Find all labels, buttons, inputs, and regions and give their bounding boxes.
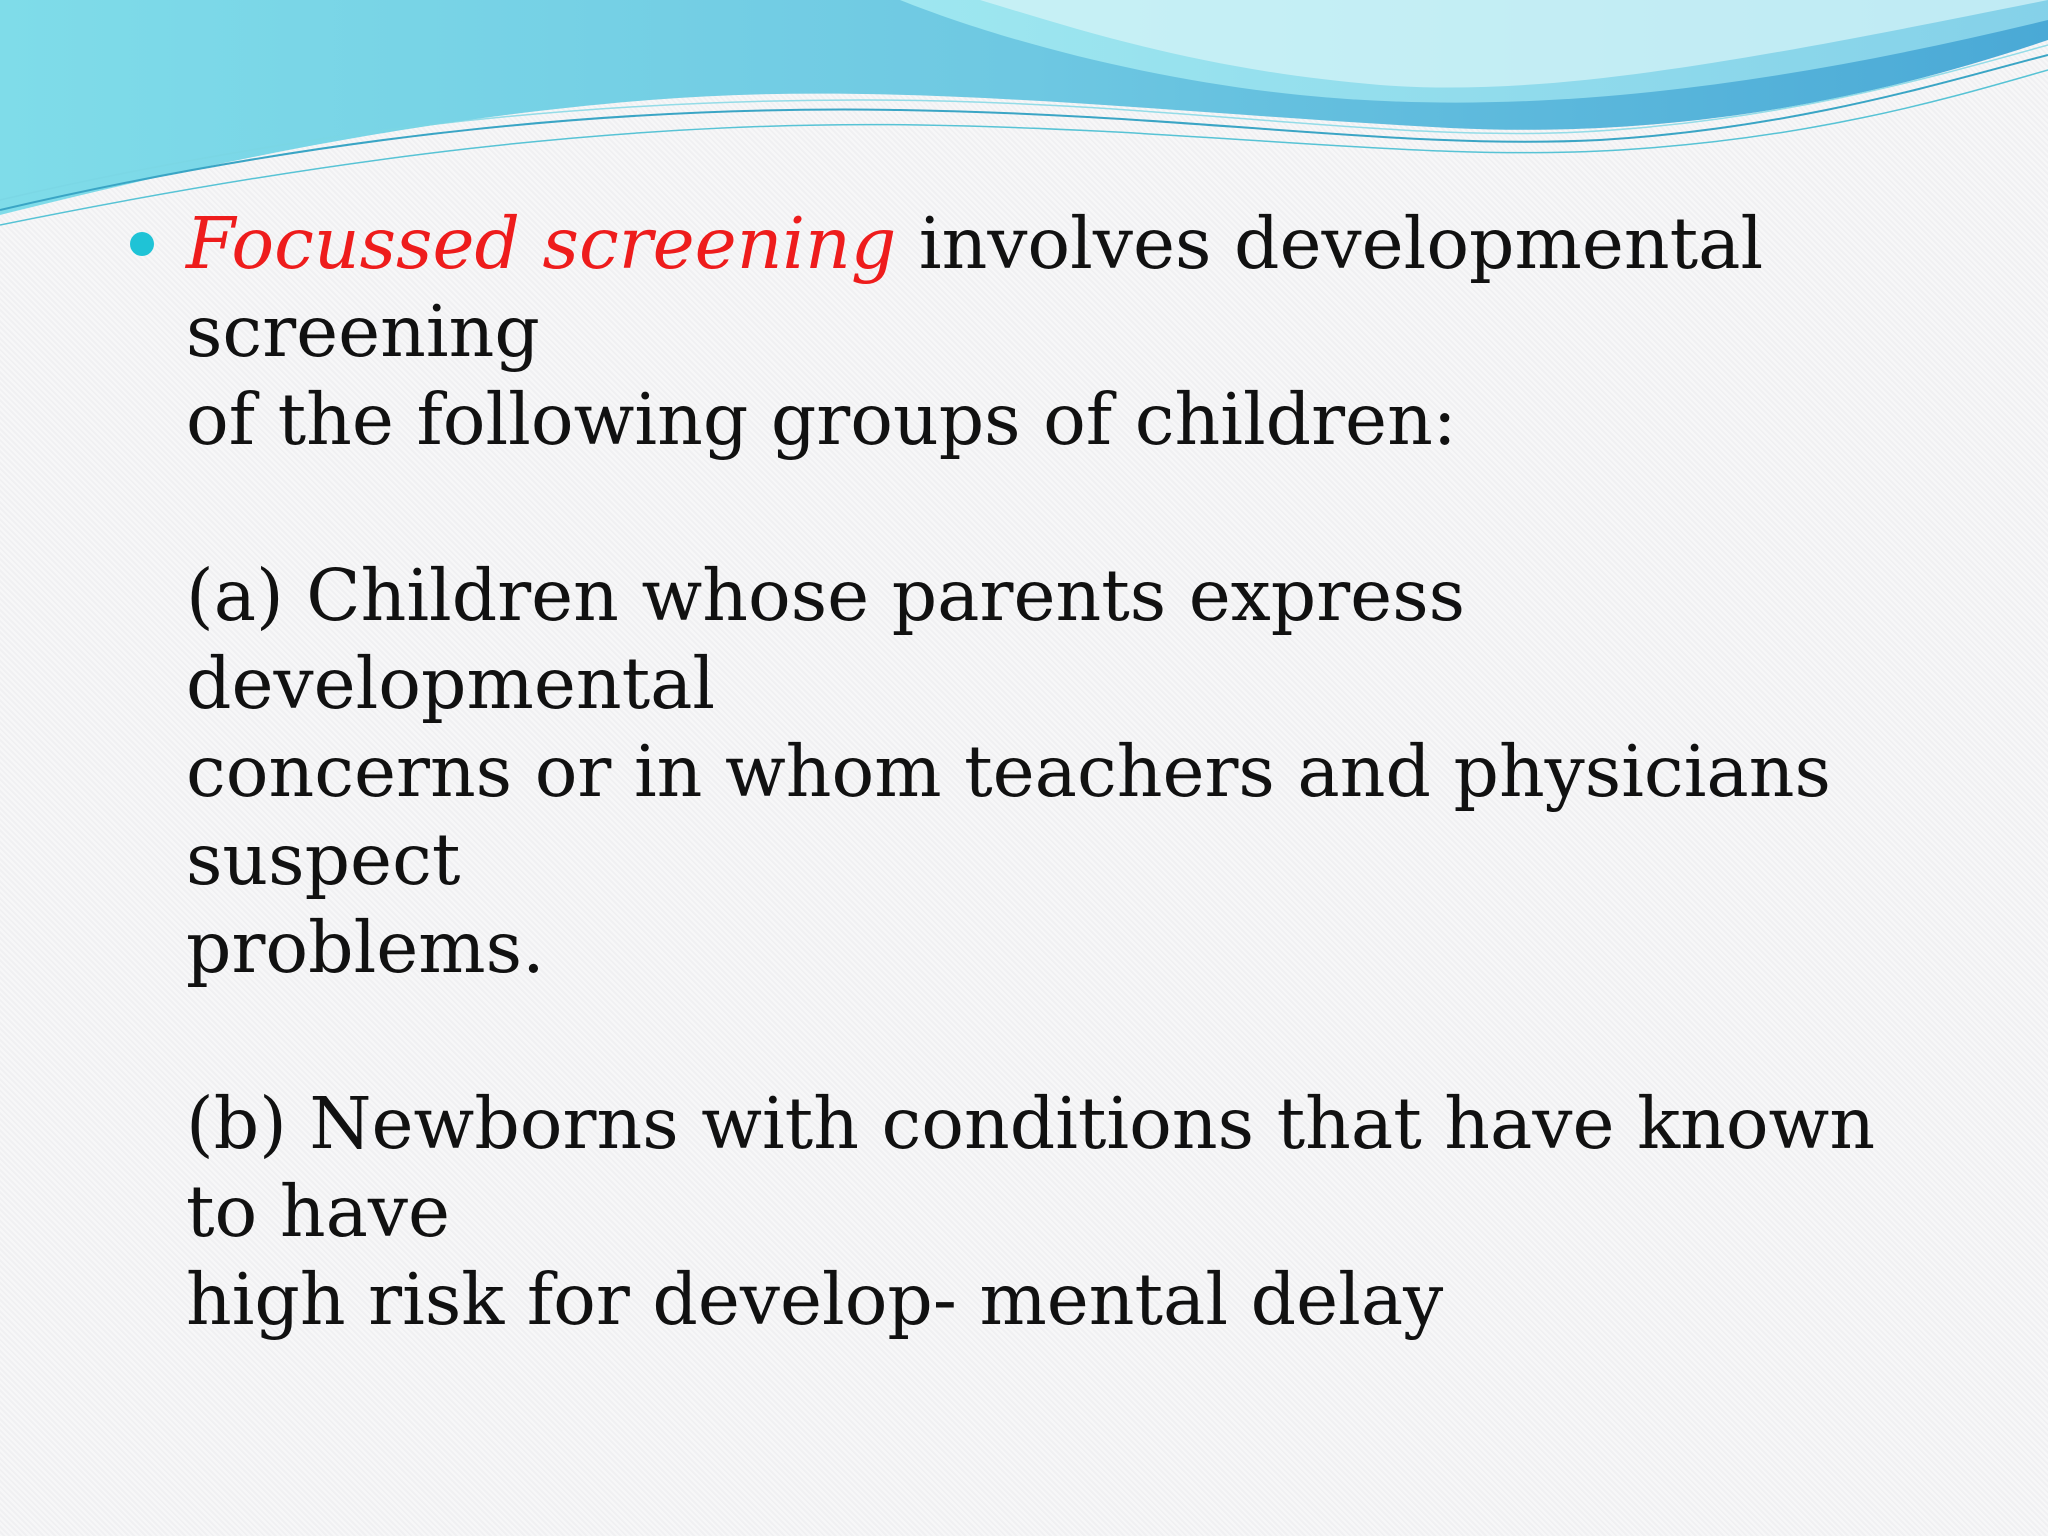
- item-b-line2: high risk for develop- mental delay: [186, 1258, 1444, 1341]
- item-b-line1: (b) Newborns with conditions that have known to have: [186, 1082, 1876, 1253]
- emphasis-term: Focussed screening: [186, 202, 897, 285]
- item-a-line1: (a) Children whose parents express developmental: [186, 554, 1466, 725]
- item-a-line3: problems.: [186, 906, 545, 989]
- item-a: [130, 552, 1960, 992]
- item-b: [130, 1080, 1960, 1344]
- bullet-text-line1: involves developmental screening: [186, 202, 1764, 373]
- bullet-text-line2: of the following groups of children:: [186, 378, 1457, 461]
- bullet-item: [130, 200, 1960, 464]
- item-a-line2: concerns or in whom teachers and physicians suspect: [186, 730, 1831, 901]
- slide-body: [130, 200, 1960, 1344]
- bullet-dot-icon: [130, 232, 154, 256]
